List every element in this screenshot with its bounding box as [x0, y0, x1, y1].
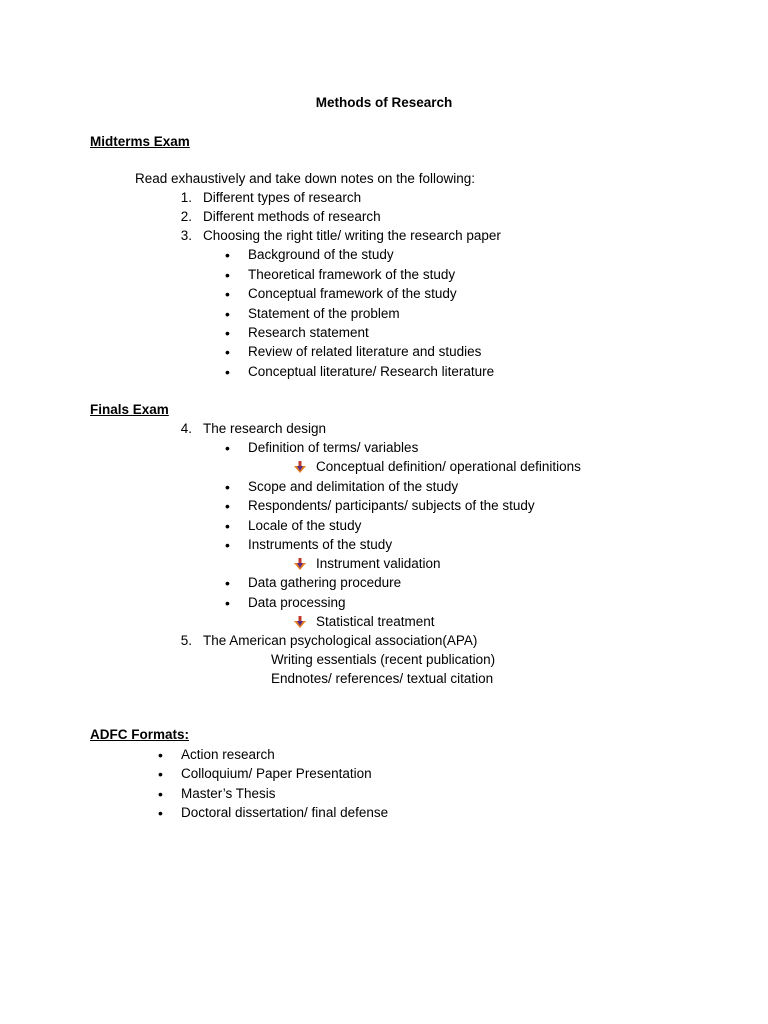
- list-item: Data gathering procedure: [248, 575, 402, 590]
- bullet-icon: •: [225, 440, 230, 456]
- list-item: Conceptual definition/ operational definitions: [316, 459, 581, 474]
- list-item: Definition of terms/ variables: [248, 440, 419, 455]
- list-item: Action research: [181, 747, 275, 762]
- bullet-icon: •: [225, 247, 230, 263]
- list-item: Endnotes/ references/ textual citation: [271, 671, 494, 686]
- adfc-heading: ADFC Formats:: [90, 727, 190, 742]
- list-item: The research design: [203, 421, 327, 436]
- list-item: Research statement: [248, 325, 369, 340]
- bullet-icon: •: [225, 364, 230, 380]
- list-item: Different methods of research: [203, 209, 381, 224]
- list-item: Conceptual literature/ Research literature: [248, 364, 495, 379]
- bullet-icon: •: [225, 537, 230, 553]
- bullet-icon: •: [225, 267, 230, 283]
- list-item: Statement of the problem: [248, 306, 400, 321]
- list-item: Review of related literature and studies: [248, 344, 482, 359]
- list-item: Colloquium/ Paper Presentation: [181, 766, 372, 781]
- list-number: 5.: [180, 633, 192, 648]
- list-item: Theoretical framework of the study: [248, 267, 456, 282]
- bullet-icon: •: [225, 595, 230, 611]
- bullet-icon: •: [158, 805, 163, 821]
- list-item: Choosing the right title/ writing the research paper: [203, 228, 501, 243]
- bullet-icon: •: [225, 325, 230, 341]
- bullet-icon: •: [158, 766, 163, 782]
- midterms-heading: Midterms Exam: [90, 134, 190, 149]
- bullet-icon: •: [225, 344, 230, 360]
- bullet-icon: •: [225, 479, 230, 495]
- list-number: 4.: [180, 421, 192, 436]
- list-item: Different types of research: [203, 190, 362, 205]
- list-item: Instruments of the study: [248, 537, 393, 552]
- arrow-down-icon: [294, 558, 306, 570]
- list-item: Instrument validation: [316, 556, 441, 571]
- list-item: Background of the study: [248, 247, 394, 262]
- list-item: Locale of the study: [248, 518, 362, 533]
- list-item: Data processing: [248, 595, 346, 610]
- list-item: Respondents/ participants/ subjects of the study: [248, 498, 535, 513]
- document-title: Methods of Research: [315, 95, 453, 110]
- midterms-intro: Read exhaustively and take down notes on the following:: [135, 171, 475, 186]
- bullet-icon: •: [158, 747, 163, 763]
- arrow-down-icon: [294, 461, 306, 473]
- bullet-icon: •: [225, 575, 230, 591]
- list-item: The American psychological association(APA): [203, 633, 478, 648]
- list-item: Doctoral dissertation/ final defense: [181, 805, 389, 820]
- list-item: Master’s Thesis: [181, 786, 276, 801]
- list-number: 1.: [180, 190, 192, 205]
- bullet-icon: •: [225, 498, 230, 514]
- finals-heading: Finals Exam: [90, 402, 169, 417]
- list-number: 3.: [180, 228, 192, 243]
- bullet-icon: •: [225, 306, 230, 322]
- list-item: Scope and delimitation of the study: [248, 479, 459, 494]
- list-item: Statistical treatment: [316, 614, 435, 629]
- bullet-icon: •: [225, 518, 230, 534]
- bullet-icon: •: [158, 786, 163, 802]
- bullet-icon: •: [225, 286, 230, 302]
- arrow-down-icon: [294, 616, 306, 628]
- list-item: Writing essentials (recent publication): [271, 652, 496, 667]
- list-number: 2.: [180, 209, 192, 224]
- list-item: Conceptual framework of the study: [248, 286, 457, 301]
